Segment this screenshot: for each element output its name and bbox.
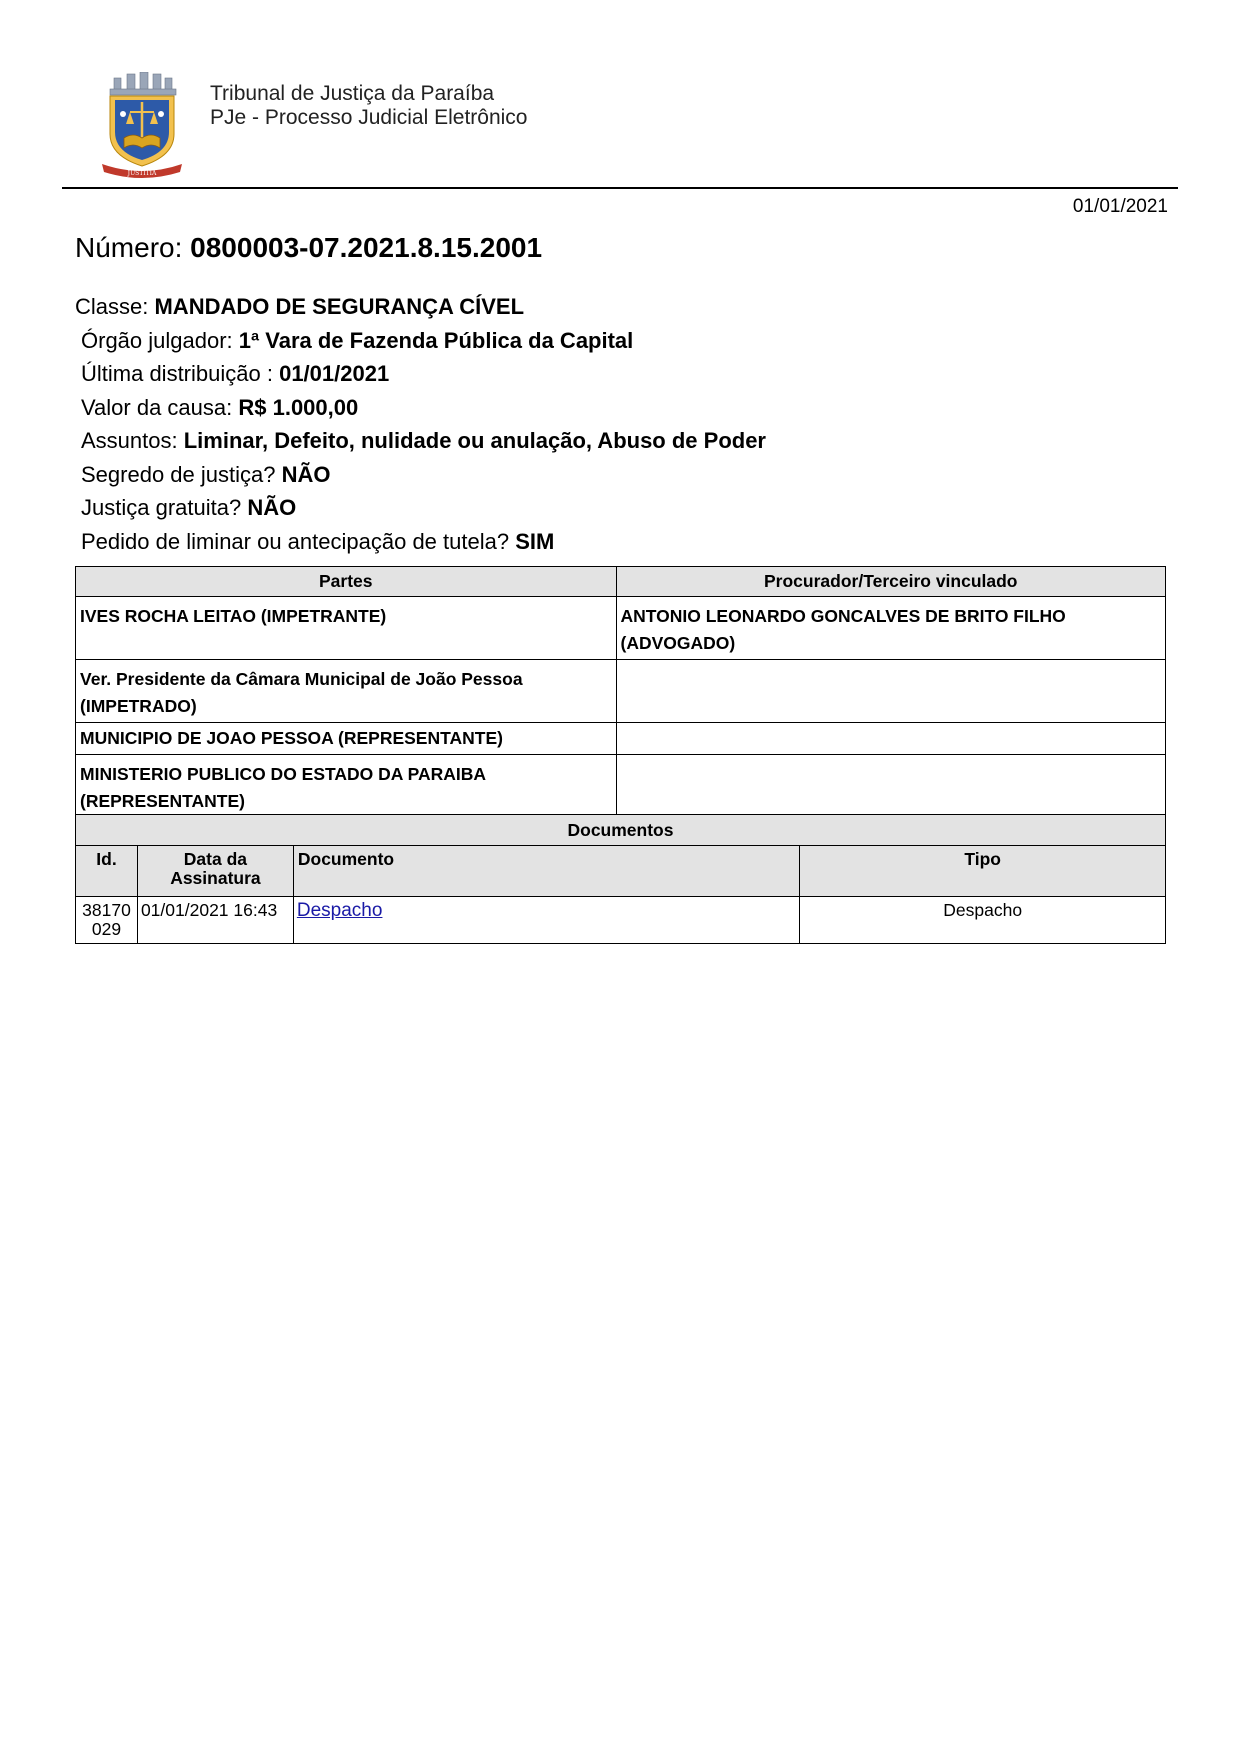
field-label: Assuntos: [81, 428, 184, 453]
field-value: R$ 1.000,00 [238, 394, 359, 420]
table-row [76, 660, 1166, 723]
field-label: Última distribuição : [81, 361, 280, 386]
system-name: PJe - Processo Judicial Eletrônico [210, 106, 528, 129]
table-caption-row [76, 815, 1166, 846]
document-signature-date: 01/01/2021 16:43 [137, 897, 293, 944]
party-representative [616, 660, 1166, 723]
field-justica-gratuita [75, 491, 766, 525]
party-name: MINISTERIO PUBLICO DO ESTADO DA PARAIBA (REPRESENTANTE) [76, 755, 617, 818]
table-row [76, 597, 1166, 660]
table-row [76, 897, 1166, 944]
field-ultima-distribuicao [75, 357, 766, 391]
field-value: MANDADO DE SEGURANÇA CÍVEL [154, 294, 525, 319]
process-number-value: 0800003-07.2021.8.15.2001 [190, 232, 543, 263]
field-valor-causa [75, 391, 766, 425]
field-orgao-julgador [75, 324, 766, 358]
field-label: Classe: [75, 294, 155, 319]
table-header-row [76, 567, 1166, 597]
column-header-documento: Documento [293, 846, 799, 897]
process-number [75, 232, 542, 264]
parties-table [75, 566, 1166, 818]
party-representative: ANTONIO LEONARDO GONCALVES DE BRITO FILHO (ADVOGADO) [616, 597, 1166, 660]
court-crest-icon [100, 72, 184, 182]
process-number-label: Número: [75, 232, 191, 263]
field-pedido-liminar [75, 525, 766, 559]
party-name: MUNICIPIO DE JOAO PESSOA (REPRESENTANTE) [76, 723, 617, 755]
field-label: Valor da causa: [81, 394, 239, 420]
field-value: NÃO [247, 495, 297, 520]
field-label: Pedido de liminar ou antecipação de tutela? [81, 528, 516, 554]
document-id: 38170029 [76, 897, 138, 944]
field-value: SIM [515, 528, 555, 554]
process-details [75, 290, 766, 558]
documents-caption: Documentos [76, 815, 1166, 846]
party-name: IVES ROCHA LEITAO (IMPETRANTE) [76, 597, 617, 660]
field-label: Órgão julgador: [81, 327, 239, 353]
field-assuntos [75, 424, 766, 458]
column-header-tipo: Tipo [800, 846, 1166, 897]
field-value: NÃO [281, 461, 331, 487]
field-value: 01/01/2021 [279, 361, 390, 386]
table-header-row [76, 846, 1166, 897]
field-segredo-justica [75, 458, 766, 492]
field-classe [75, 290, 766, 324]
field-value: 1ª Vara de Fazenda Pública da Capital [238, 327, 634, 353]
column-header-partes: Partes [76, 567, 617, 597]
party-representative [616, 723, 1166, 755]
column-header-id: Id. [76, 846, 138, 897]
court-name: Tribunal de Justiça da Paraíba [210, 82, 495, 105]
document-date: 01/01/2021 [1072, 196, 1168, 217]
document-type: Despacho [800, 897, 1166, 944]
court-header [210, 82, 527, 130]
column-header-procurador: Procurador/Terceiro vinculado [616, 567, 1166, 597]
field-label: Segredo de justiça? [81, 461, 282, 487]
column-header-data-assinatura: Data da Assinatura [137, 846, 293, 897]
field-value: Liminar, Defeito, nulidade ou anulação, Abuso de Poder [183, 428, 766, 453]
header-divider [62, 187, 1178, 189]
party-name: Ver. Presidente da Câmara Municipal de João Pessoa (IMPETRADO) [76, 660, 617, 723]
documents-table [75, 814, 1166, 944]
document-cell [293, 897, 799, 944]
table-row [76, 755, 1166, 818]
crest-motto: JUSTITIA [127, 170, 157, 177]
party-representative [616, 755, 1166, 818]
field-label: Justiça gratuita? [81, 495, 248, 520]
document-link[interactable]: Despacho [296, 900, 383, 921]
table-row [76, 723, 1166, 755]
